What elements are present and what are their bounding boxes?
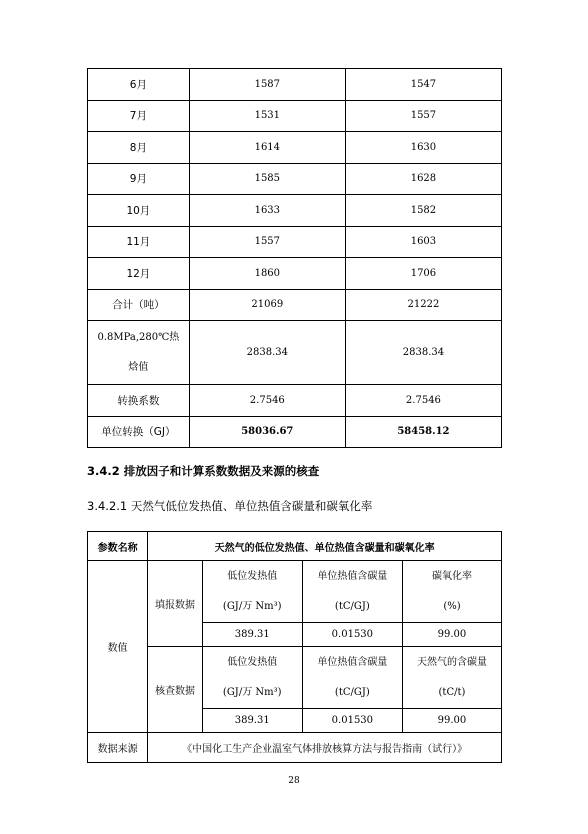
cell-value: 21069 [189,289,345,321]
monthly-steam-table [87,68,502,448]
row-label: 8月 [88,132,190,164]
row-label: 7月 [88,100,190,132]
cell-value: 1585 [189,163,345,195]
cell-value: 1557 [189,226,345,258]
table-header-row [88,532,502,561]
param-header: 参数名称 [88,532,148,561]
row-label: 11月 [88,226,190,258]
cell-value: 2838.34 [345,321,501,385]
column-header [202,647,302,709]
cell-value: 1614 [189,132,345,164]
cell-value: 1630 [345,132,501,164]
column-header [202,561,302,623]
cell-value: 99.00 [402,623,501,647]
row-label: 转换系数 [88,385,190,417]
reported-header-row [88,561,502,623]
cell-value: 21222 [345,289,501,321]
col-name: 单位热值含碳量 [317,570,388,582]
col-name: 天然气的含碳量 [416,656,487,668]
cell-value: 58458.12 [345,416,501,448]
table-row [88,100,502,132]
col-name: 低位发热值 [227,656,278,668]
row-label: 9月 [88,163,190,195]
table-row [88,226,502,258]
cell-value: 1547 [345,69,501,101]
table-row [88,258,502,290]
source-row [88,733,502,763]
row-label: 12月 [88,258,190,290]
row-label: 单位转换（GJ） [88,416,190,448]
col-unit: (GJ/万 Nm³) [222,600,282,612]
cell-value: 58036.67 [189,416,345,448]
cell-value: 1531 [189,100,345,132]
row-label [88,321,190,385]
page-number: 28 [288,776,300,786]
section-heading-3-4-2: 3.4.2 排放因子和计算系数数据及来源的核查 [87,464,320,478]
column-header [402,561,501,623]
col-unit: (tC/t) [438,686,466,698]
col-unit: (tC/GJ) [334,686,370,698]
cell-value: 0.01530 [302,709,402,733]
value-label: 数值 [88,561,148,733]
col-unit: (GJ/万 Nm³) [222,686,282,698]
cell-value: 1628 [345,163,501,195]
table-row-unit [88,416,502,448]
cell-value: 2838.34 [189,321,345,385]
table-row [88,195,502,227]
reported-label: 填报数据 [148,561,202,647]
column-header [402,647,501,709]
cell-value: 0.01530 [302,623,402,647]
table-row [88,163,502,195]
table-row-enthalpy [88,321,502,385]
column-header [302,647,402,709]
table-row-total [88,289,502,321]
cell-value: 1603 [345,226,501,258]
enthalpy-label-line2: 焓值 [128,361,149,373]
cell-value: 1582 [345,195,501,227]
cell-value: 389.31 [202,623,302,647]
cell-value: 1557 [345,100,501,132]
verified-header-row [88,647,502,709]
source-text: 《中国化工生产企业温室气体排放核算方法与报告指南（试行）》 [148,733,502,763]
cell-value: 1706 [345,258,501,290]
table-row [88,69,502,101]
row-label: 10月 [88,195,190,227]
col-name: 单位热值含碳量 [317,656,388,668]
col-name: 低位发热值 [227,570,278,582]
row-label: 合计（吨） [88,289,190,321]
cell-value: 99.00 [402,709,501,733]
table-row [88,132,502,164]
section-heading-3-4-2-1: 3.4.2.1 天然气低位发热值、单位热值含碳量和碳氧化率 [87,499,373,513]
enthalpy-label-line1: 0.8MPa,280℃热 [97,331,180,343]
col-unit: (%) [443,600,461,612]
cell-value: 1860 [189,258,345,290]
verified-label: 核查数据 [148,647,202,733]
table-title: 天然气的低位发热值、单位热值含碳量和碳氧化率 [148,532,502,561]
col-name: 碳氧化率 [431,570,472,582]
column-header [302,561,402,623]
cell-value: 1587 [189,69,345,101]
cell-value: 389.31 [202,709,302,733]
col-unit: (tC/GJ) [334,600,370,612]
cell-value: 2.7546 [345,385,501,417]
source-label: 数据来源 [88,733,148,763]
row-label: 6月 [88,69,190,101]
cell-value: 1633 [189,195,345,227]
table-row-factor [88,385,502,417]
cell-value: 2.7546 [189,385,345,417]
natural-gas-parameters-table [87,531,502,763]
